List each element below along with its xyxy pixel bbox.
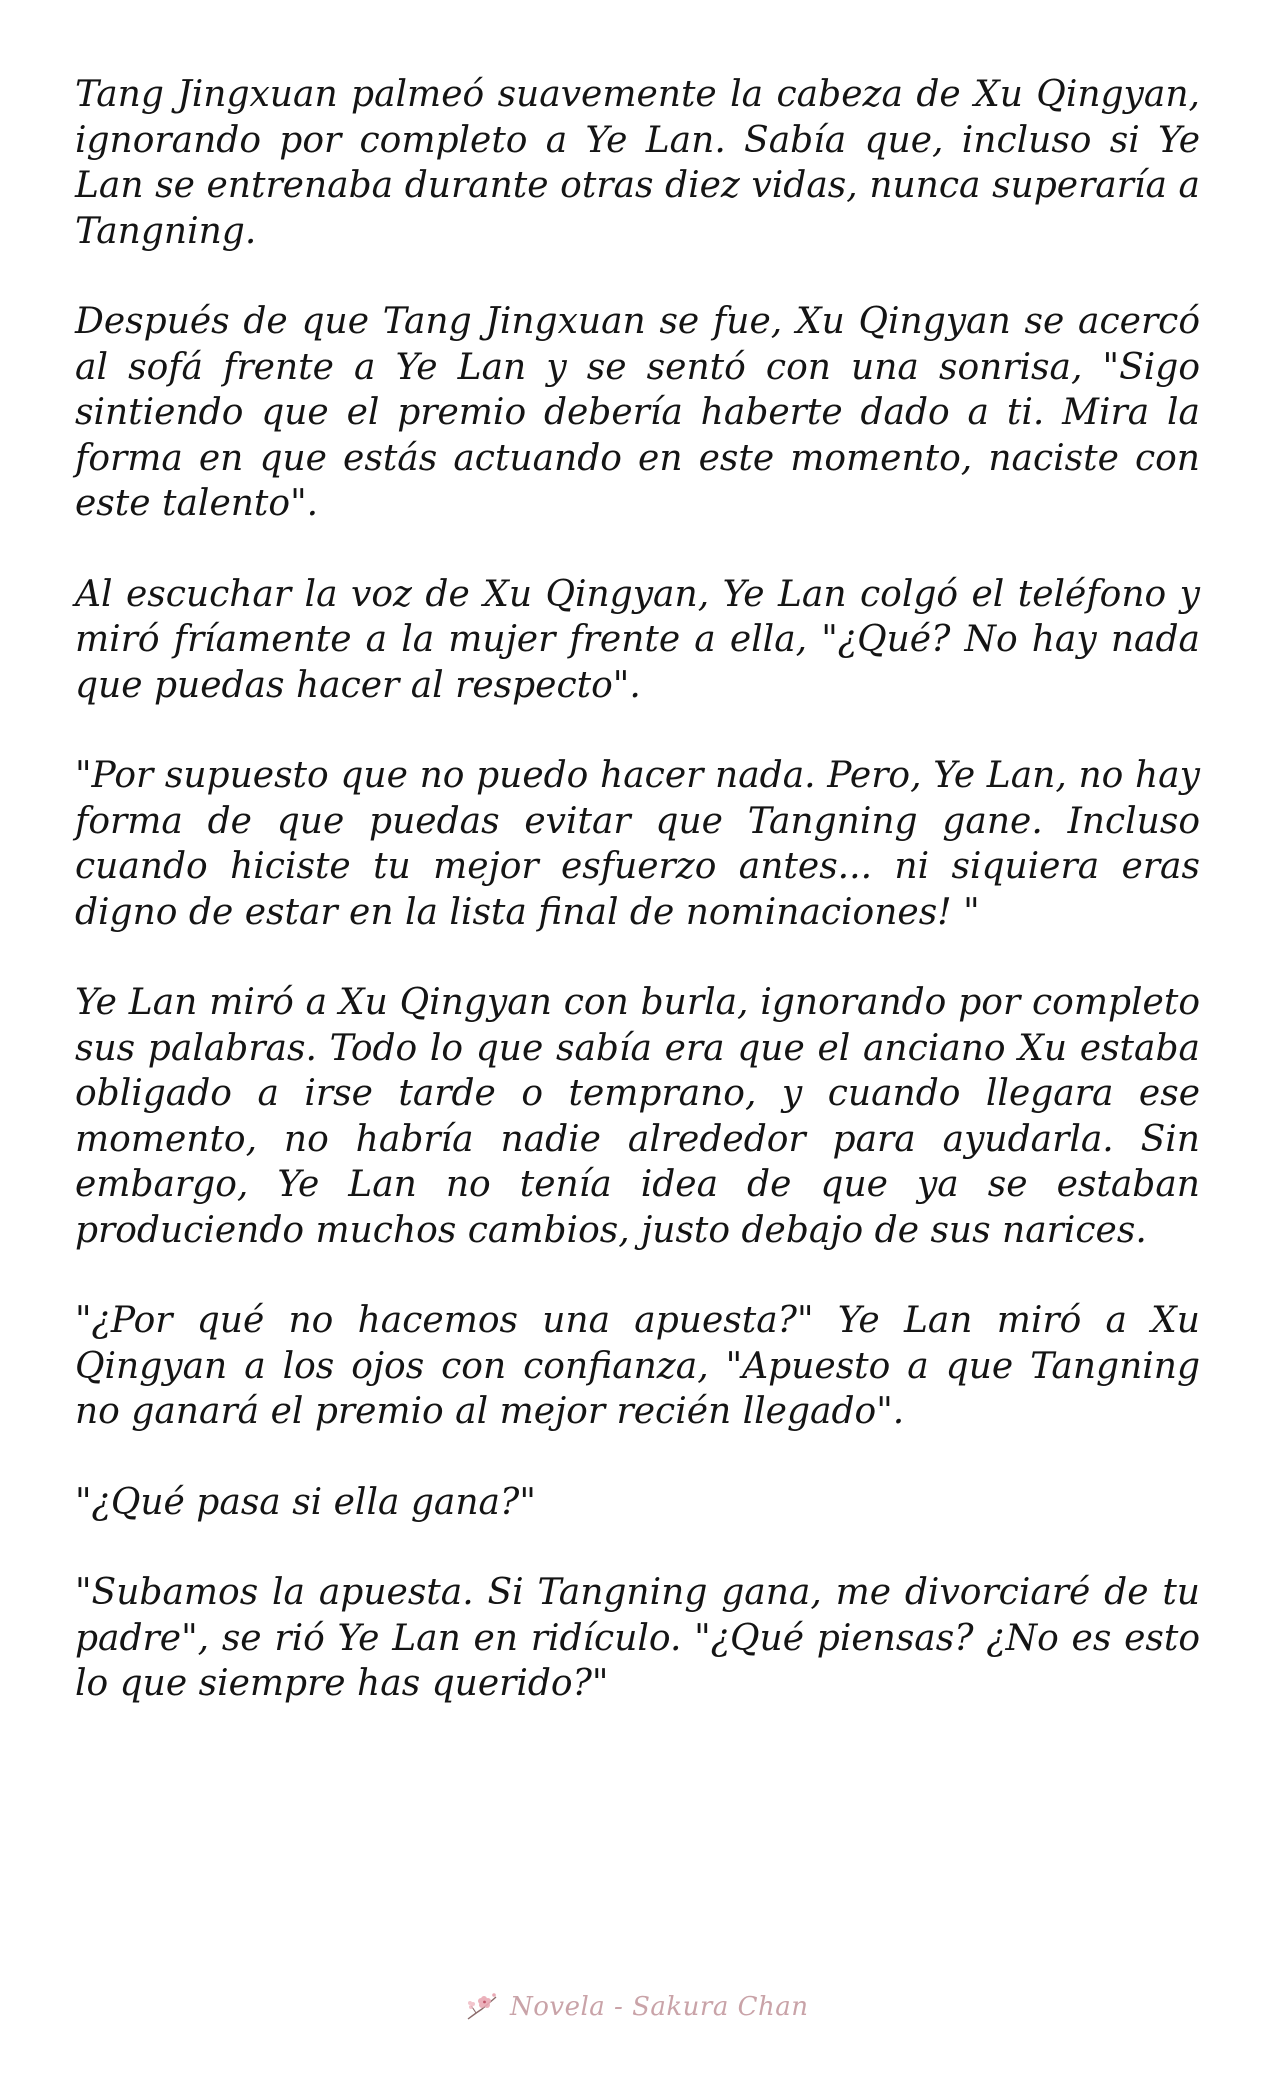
watermark	[462, 1987, 809, 2027]
chapter-text	[75, 72, 1200, 1752]
paragraph-4: "Por supuesto que no puedo hacer nada. Pero, Ye Lan, no hay forma de que puedas evitar que Tangning gane. Incluso cuando hiciste tu mejor esfuerzo antes... ni siquiera eras digno de estar en la lista final de nominaciones! "	[75, 755, 1200, 933]
paragraph-8: "Subamos la apuesta. Si Tangning gana, me divorciaré de tu padre", se rió Ye Lan en ridículo. "¿Qué piensas? ¿No es esto lo que siempre has querido?"	[75, 1572, 1200, 1704]
paragraph-3: Al escuchar la voz de Xu Qingyan, Ye Lan colgó el teléfono y miró fríamente a la mujer frente a ella, "¿Qué? No hay nada que puedas hacer al respecto".	[75, 573, 1200, 706]
paragraph-7: "¿Qué pasa si ella gana?"	[75, 1481, 536, 1523]
paragraph-1: Tang Jingxuan palmeó suavemente la cabeza de Xu Qingyan, ignorando por completo a Ye Lan. Sabía que, incluso si Ye Lan se entrenaba durante otras diez vidas, nunca superaría a Tangning.	[75, 74, 1200, 252]
sakura-blossom-icon	[462, 1989, 502, 2025]
paragraph-2: Después de que Tang Jingxuan se fue, Xu Qingyan se acercó al sofá frente a Ye Lan y se sentó con una sonrisa, "Sigo sintiendo que el premio debería haberte dado a ti. Mira la forma en que estás actuando en este momento, naciste con este talento".	[75, 301, 1200, 524]
paragraph-6: "¿Por qué no hacemos una apuesta?" Ye Lan miró a Xu Qingyan a los ojos con confianza, "Apuesto a que Tangning no ganará el premio al mejor recién llegado".	[75, 1300, 1200, 1432]
paragraph-5: Ye Lan miró a Xu Qingyan con burla, ignorando por completo sus palabras. Todo lo que sabía era que el anciano Xu estaba obligado a irse tarde o temprano, y cuando llegara ese momento, no habría nadie alrededor para ayudarla. Sin embargo, Ye Lan no tenía idea de que ya se estaban produciendo muchos cambios, justo debajo de sus narices.	[75, 982, 1200, 1251]
watermark-text: Novela - Sakura Chan	[510, 1992, 809, 2022]
